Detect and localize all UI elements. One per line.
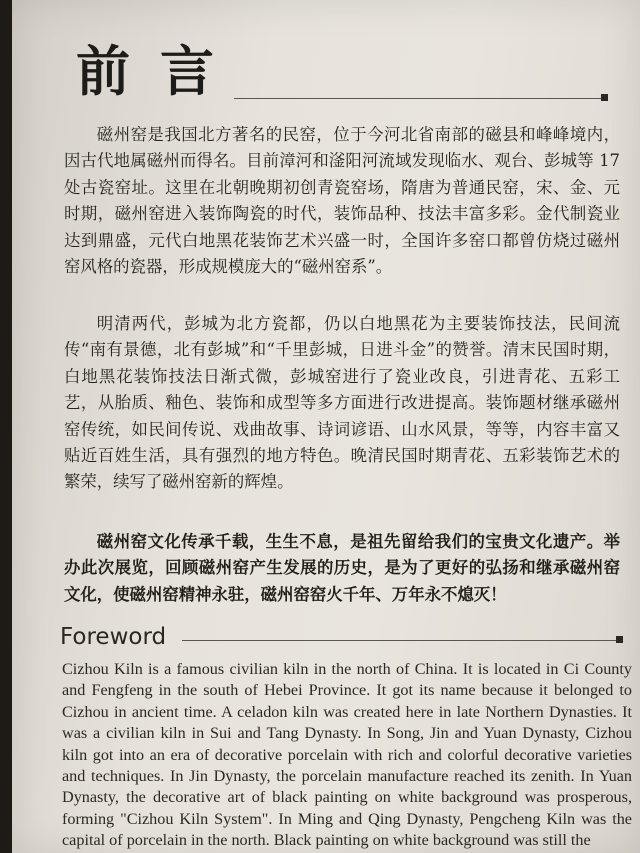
exhibit-panel: [12, 0, 640, 853]
rule-end-square: [601, 94, 608, 101]
english-rule-end-square: [616, 636, 623, 643]
chinese-paragraph-1: 磁州窑是我国北方著名的民窑，位于今河北省南部的磁县和峰峰境内，因古代地属磁州而得名。目前漳河和滏阳河流域发现临水、观台、彭城等 17 处古瓷窑址。这里在北朝晚期初创青瓷窑场，隋唐为普通民窑，宋、金、元时期，磁州窑进入装饰陶瓷的时代，装饰品种、技法丰富多彩。金代制瓷业达到鼎盛，元代白地黑花装饰艺术兴盛一时，全国许多窑口都曾仿烧过磁州窑风格的瓷器，形成规模庞大的“磁州窑系”。: [64, 125, 620, 277]
chinese-title: 前言: [76, 39, 244, 103]
english-title-rule: [182, 640, 618, 641]
chinese-paragraph-3: 磁州窑文化传承千载，生生不息，是祖先留给我们的宝贵文化遗产。举办此次展览，回顾磁州窑产生发展的历史，是为了更好的弘扬和继承磁州窑文化，使磁州窑精神永驻，磁州窑窑火千年、万年永不熄灭！: [64, 532, 620, 604]
english-title: Foreword: [60, 624, 167, 650]
title-rule: [234, 98, 604, 99]
chinese-paragraph-2: 明清两代，彭城为北方瓷都，仍以白地黑花为主要装饰技法，民间流传“南有景德，北有彭城”和“千里彭城，日进斗金”的赞誉。清末民国时期，白地黑花装饰技法日渐式微，彭城窑进行了瓷业改良，引进青花、五彩工艺，从胎质、釉色、装饰和成型等多方面进行改进提高。装饰题材继承磁州窑传统，如民间传说、戏曲故事、诗词谚语、山水风景，等等，内容丰富又贴近百姓生活，具有强烈的地方特色。晚清民国时期青花、五彩装饰艺术的繁荣，续写了磁州窑新的辉煌。: [64, 314, 620, 492]
english-paragraph: Cizhou Kiln is a famous civilian kiln in the north of China. It is located in Ci County and Fengfeng in the south of Hebei Province. It got its name because it belonged to Cizhou in ancient time. A celadon kiln was created here in late Northern Dynasties. It was a civilian kiln in Sui and Tang Dynasty. In Song, Jin and Yuan Dynasty, Cizhou kiln got into an era of decorative porcelain with rich and colorful decorative varieties and techniques. In Jin Dynasty, the porcelain manufacture reached its zenith. In Yuan Dynasty, the decorative art of black painting on white background was prosperous, forming "Cizhou Kiln System". In Ming and Qing Dynasty, Pengcheng Kiln was the capital of porcelain in the north. Black painting on white background was still the: [62, 660, 632, 850]
